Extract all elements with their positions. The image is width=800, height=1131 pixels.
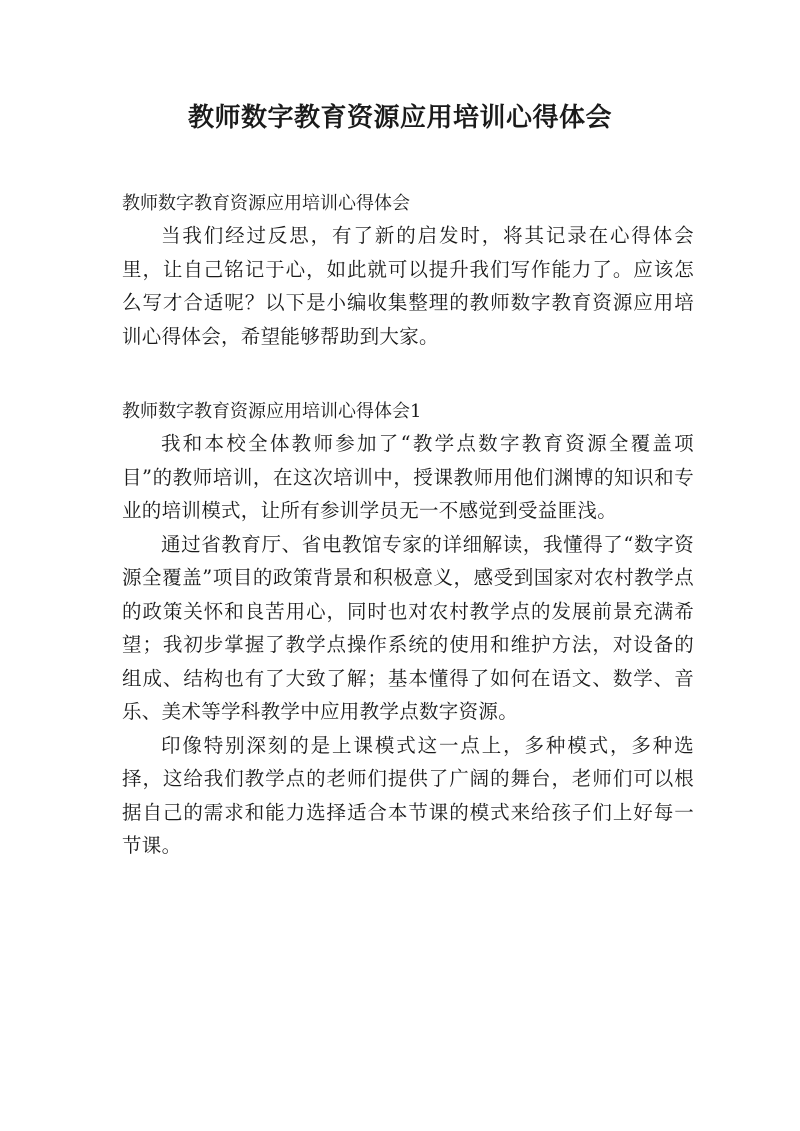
- section-heading-1: 教师数字教育资源应用培训心得体会1: [122, 401, 422, 422]
- intro-paragraph: 当我们经过反思，有了新的启发时，将其记录在心得体会里，让自己铭记于心，如此就可以提升我们写作能力了。应该怎么写才合适呢？以下是小编收集整理的教师数字教育资源应用培训心得体会，希望能够帮助到大家。: [122, 224, 694, 348]
- section-spacer: [122, 353, 694, 397]
- intro-heading: 教师数字教育资源应用培训心得体会: [122, 193, 410, 214]
- body-paragraph-1: 我和本校全体教师参加了“教学点数字教育资源全覆盖项目”的教师培训，在这次培训中，授课教师用他们渊博的知识和专业的培训模式，让所有参训学员无一不感觉到受益匪浅。: [122, 432, 694, 522]
- body-paragraph-3: 印像特别深刻的是上课模式这一点上，多种模式，多种选择，这给我们教学点的老师们提供了广阔的舞台，老师们可以根据自己的需求和能力选择适合本节课的模式来给孩子们上好每一节课。: [122, 733, 694, 857]
- document-body: [122, 189, 694, 863]
- document-title: 教师数字教育资源应用培训心得体会: [187, 103, 612, 133]
- body-paragraph-2: 通过省教育厅、省电教馆专家的详细解读，我懂得了“数字资源全覆盖”项目的政策背景和积极意义，感受到国家对农村教学点的政策关怀和良苦用心，同时也对农村教学点的发展前景充满希望；我初步掌握了教学点操作系统的使用和维护方法，对设备的组成、结构也有了大致了解；基本懂得了如何在语文、数学、音乐、美术等学科教学中应用教学点数字资源。: [122, 532, 694, 723]
